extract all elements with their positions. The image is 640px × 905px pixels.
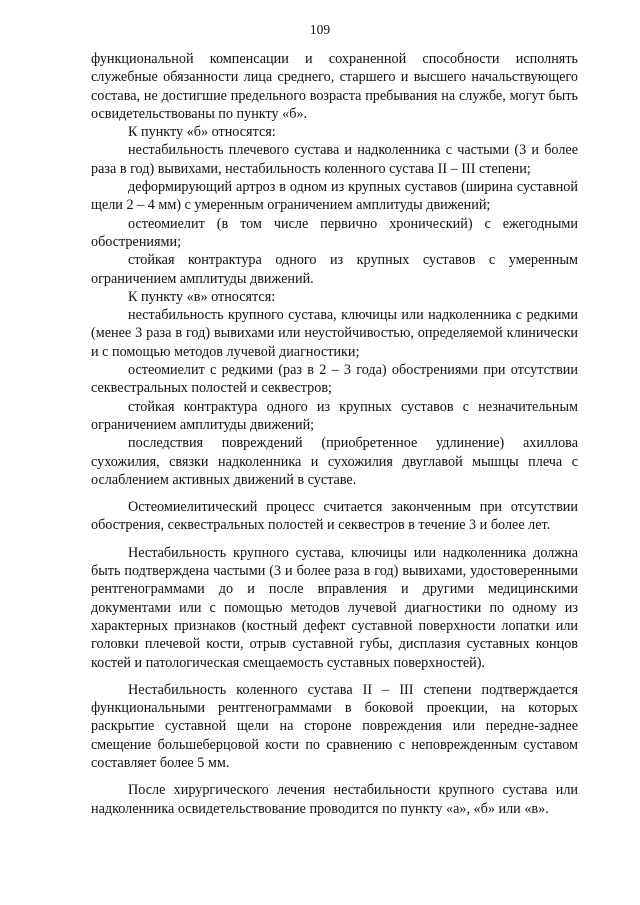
paragraph-b-osteomyelitis: остеомиелит (в том числе первично хронический) с ежегодными обострениями;: [91, 215, 578, 250]
paragraph-b-shoulder-instability: нестабильность плечевого сустава и надколенника с частыми (3 и более раза в год) вывихами, нестабильность коленного сустава II – III степени;: [91, 142, 578, 177]
paragraph-knee-instability: Нестабильность коленного сустава II – III степени подтверждается функциональными рентгенограммами в боковой проекции, на которых раскрытие суставной щели на стороне повреждения или передне-заднее смещение большеберцовой кости по сравнению с неповрежденным суставом составляет более 5 мм.: [91, 681, 578, 771]
paragraph-b-contracture: стойкая контрактура одного из крупных суставов с умеренным ограничением амплитуды движений.: [91, 252, 578, 287]
paragraph-b-arthrosis: деформирующий артроз в одном из крупных суставов (ширина суставной щели 2 – 4 мм) с умеренным ограничением амплитуды движений;: [91, 179, 578, 214]
paragraph-v-contracture: стойкая контрактура одного из крупных суставов с незначительным ограничением амплитуды движений;: [91, 398, 578, 433]
paragraph-after-surgery: После хирургического лечения нестабильности крупного сустава или надколенника освидетельствование проводится по пункту «а», «б» или «в».: [91, 782, 578, 817]
paragraph-v-osteomyelitis: остеомиелит с редкими (раз в 2 – 3 года) обострениями при отсутствии секвестральных полостей и секвестров;: [91, 362, 578, 397]
paragraph-section-b-heading: К пункту «б» относятся:: [128, 124, 276, 141]
paragraph-v-joint-instability: нестабильность крупного сустава, ключицы или надколенника с редкими (менее 3 раза в год) вывихами или неустойчивостью, определяемой клинически и с помощью методов лучевой диагностики;: [91, 307, 578, 360]
paragraph-instability-confirmation: Нестабильность крупного сустава, ключицы или надколенника должна быть подтверждена частыми (3 и более раза в год) вывихами, удостоверенными рентгенограммами до и после вправления и другими медицинскими документами или с помощью методов лучевой диагностики по одному из характерных признаков (костный дефект суставной поверхности лопатки или головки плечевой кости, отрыв суставной губы, дисплазия суставных концов костей и патологическая смещаемость суставных поверхностей).: [91, 544, 578, 671]
paragraph-osteomyelitis-completed: Остеомиелитический процесс считается законченным при отсутствии обострения, секвестральных полостей и секвестров в течение 3 и более лет.: [91, 499, 578, 534]
paragraph-section-v-heading: К пункту «в» относятся:: [128, 288, 276, 305]
document-body: [91, 50, 578, 818]
page-number: 109: [309, 22, 331, 37]
paragraph-continuation: функциональной компенсации и сохраненной способности исполнять служебные обязанности лица среднего, старшего и высшего начальствующего состава, не достигшие предельного возраста пребывания на службе, могут быть освидетельствованы по пункту «б».: [91, 51, 578, 122]
paragraph-v-tendon-injury: последствия повреждений (приобретенное удлинение) ахиллова сухожилия, связки надколенника и сухожилия двуглавой мышцы плеча с ослаблением активных движений в суставе.: [91, 435, 578, 488]
